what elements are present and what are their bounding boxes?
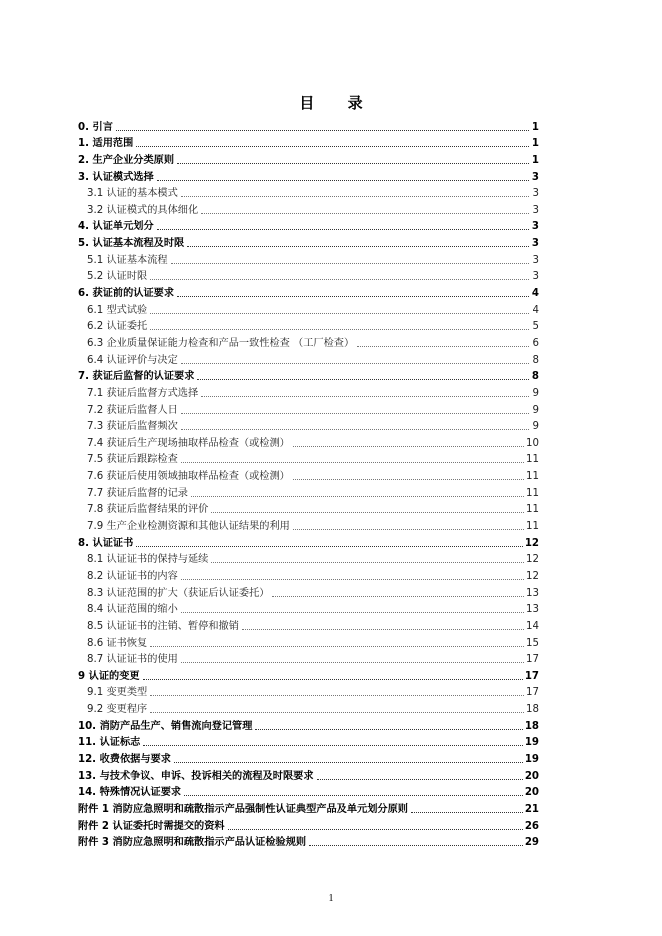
toc-entry[interactable] xyxy=(78,167,539,184)
dot-leader xyxy=(177,162,529,164)
dot-leader xyxy=(181,661,524,663)
toc-entry-label: 7.1 获证后监督方式选择 xyxy=(87,387,199,399)
toc-entry[interactable] xyxy=(78,783,539,800)
dot-leader xyxy=(150,645,524,647)
toc-entry[interactable] xyxy=(78,417,539,434)
toc-entry-label: 2. 生产企业分类原则 xyxy=(78,154,175,166)
toc-entry[interactable] xyxy=(78,566,539,583)
dot-leader xyxy=(211,561,524,563)
dot-leader xyxy=(150,711,524,713)
toc-entry[interactable] xyxy=(78,816,539,833)
toc-entry-page: 20 xyxy=(524,770,539,782)
toc-entry-label: 10. 消防产品生产、销售流向登记管理 xyxy=(78,720,253,732)
dot-leader xyxy=(242,628,524,630)
toc-entry-label: 3.2 认证模式的具体细化 xyxy=(87,204,199,216)
toc-entry-page: 4 xyxy=(532,304,539,316)
dot-leader xyxy=(181,428,529,430)
dot-leader xyxy=(211,511,524,513)
toc-entry-page: 6 xyxy=(532,337,539,349)
toc-entry[interactable] xyxy=(78,233,539,250)
toc-entry[interactable] xyxy=(78,383,539,400)
toc-entry-label: 5.2 认证时限 xyxy=(87,271,148,283)
dot-leader xyxy=(181,362,529,364)
toc-entry-page: 13 xyxy=(526,604,539,616)
dot-leader xyxy=(177,295,529,297)
dot-leader xyxy=(255,728,522,730)
dot-leader xyxy=(181,578,524,580)
toc-entry-label: 11. 认证标志 xyxy=(78,737,141,749)
toc-entry-page: 5 xyxy=(532,321,539,333)
toc-entry[interactable] xyxy=(78,683,539,700)
toc-entry-label: 13. 与技术争议、申诉、投诉相关的流程及时限要求 xyxy=(78,770,314,782)
toc-entry[interactable] xyxy=(78,583,539,600)
toc-entry[interactable] xyxy=(78,516,539,533)
dot-leader xyxy=(174,761,523,763)
toc-entry-page: 13 xyxy=(526,587,539,599)
toc-entry-label: 附件 3 消防应急照明和疏散指示产品认证检验规则 xyxy=(78,837,307,849)
dot-leader xyxy=(191,495,524,497)
toc-entry[interactable] xyxy=(78,217,539,234)
toc-entry-label: 6.2 认证委托 xyxy=(87,321,148,333)
dot-leader xyxy=(357,345,529,347)
toc-entry[interactable] xyxy=(78,766,539,783)
dot-leader xyxy=(293,445,524,447)
toc-entry[interactable] xyxy=(78,666,539,683)
toc-entry-label: 4. 认证单元划分 xyxy=(78,221,154,233)
toc-entry-label: 附件 2 认证委托时需提交的资料 xyxy=(78,820,225,832)
toc-entry-label: 7.6 获证后使用领域抽取样品检查（或检测） xyxy=(87,471,290,483)
toc-entry[interactable] xyxy=(78,716,539,733)
toc-entry[interactable] xyxy=(78,650,539,667)
toc-entry-page: 10 xyxy=(526,437,539,449)
toc-entry-label: 6.4 认证评价与决定 xyxy=(87,354,178,366)
toc-entry[interactable] xyxy=(78,699,539,716)
toc-entry-page: 19 xyxy=(524,737,539,749)
dot-leader xyxy=(116,129,529,131)
toc-entry[interactable] xyxy=(78,184,539,201)
toc-entry-page: 3 xyxy=(532,188,539,200)
toc-entry-page: 1 xyxy=(531,121,539,133)
dot-leader xyxy=(293,528,524,530)
toc-entry-page: 17 xyxy=(524,670,539,682)
toc-entry-label: 9.2 变更程序 xyxy=(87,704,148,716)
toc-entry[interactable] xyxy=(78,433,539,450)
toc-entry-label: 8.5 认证证书的注销、暂停和撤销 xyxy=(87,620,239,632)
dot-leader xyxy=(228,828,523,830)
toc-entry-page: 17 xyxy=(526,654,539,666)
toc-entry-label: 7. 获证后监督的认证要求 xyxy=(78,371,195,383)
toc-entry-page: 15 xyxy=(526,637,539,649)
dot-leader xyxy=(157,179,529,181)
toc-entry-label: 1. 适用范围 xyxy=(78,138,134,150)
toc-entry-label: 6.1 型式试验 xyxy=(87,304,148,316)
toc-entry-page: 3 xyxy=(532,254,539,266)
toc-entry[interactable] xyxy=(78,600,539,617)
toc-entry-page: 17 xyxy=(526,687,539,699)
toc-entry[interactable] xyxy=(78,733,539,750)
dot-leader xyxy=(184,794,523,796)
toc-entry-page: 9 xyxy=(532,387,539,399)
toc-entry[interactable] xyxy=(78,533,539,550)
toc-entry-page: 3 xyxy=(531,171,539,183)
dot-leader xyxy=(136,145,529,147)
toc-entry-label: 14. 特殊情况认证要求 xyxy=(78,787,182,799)
page-title: 目 录 xyxy=(299,94,377,112)
toc-entry[interactable] xyxy=(78,350,539,367)
dot-leader xyxy=(272,595,524,597)
dot-leader xyxy=(136,545,523,547)
dot-leader xyxy=(150,278,529,280)
toc-entry[interactable] xyxy=(78,400,539,417)
dot-leader xyxy=(187,245,529,247)
toc-entry-page: 12 xyxy=(524,537,539,549)
toc-entry-label: 附件 1 消防应急照明和疏散指示产品强制性认证典型产品及单元划分原则 xyxy=(78,803,408,815)
toc-entry[interactable] xyxy=(78,200,539,217)
toc-entry[interactable] xyxy=(78,450,539,467)
toc-entry[interactable] xyxy=(78,267,539,284)
toc-entry-page: 26 xyxy=(524,820,539,832)
dot-leader xyxy=(181,195,529,197)
toc-entry-label: 0. 引言 xyxy=(78,121,113,133)
dot-leader xyxy=(181,611,524,613)
toc-entry[interactable] xyxy=(78,317,539,334)
toc-entry[interactable] xyxy=(78,483,539,500)
toc-entry-page: 12 xyxy=(526,554,539,566)
toc-entry[interactable] xyxy=(78,134,539,151)
toc-entry-page: 8 xyxy=(531,371,539,383)
toc-entry-label: 8.1 认证证书的保持与延续 xyxy=(87,554,209,566)
toc-entry-page: 14 xyxy=(526,620,539,632)
toc-entry[interactable] xyxy=(78,333,539,350)
toc-entry-page: 19 xyxy=(524,753,539,765)
dot-leader xyxy=(150,694,524,696)
dot-leader xyxy=(197,378,529,380)
toc-entry-label: 9 认证的变更 xyxy=(78,670,140,682)
toc-entry-label: 3. 认证模式选择 xyxy=(78,171,154,183)
toc-entry-label: 12. 收费依据与要求 xyxy=(78,753,171,765)
toc-entry-page: 20 xyxy=(524,787,539,799)
dot-leader xyxy=(317,778,523,780)
toc-entry[interactable] xyxy=(78,150,539,167)
dot-leader xyxy=(143,678,523,680)
toc-entry-page: 11 xyxy=(526,471,539,483)
table-of-contents xyxy=(78,117,539,849)
toc-entry[interactable] xyxy=(78,616,539,633)
dot-leader xyxy=(309,844,523,846)
toc-entry-page: 4 xyxy=(531,288,539,300)
toc-entry-page: 12 xyxy=(526,570,539,582)
toc-entry[interactable] xyxy=(78,799,539,816)
toc-entry-page: 3 xyxy=(532,271,539,283)
toc-entry-label: 7.8 获证后监督结果的评价 xyxy=(87,504,209,516)
toc-entry-page: 29 xyxy=(524,837,539,849)
dot-leader xyxy=(143,744,522,746)
toc-entry[interactable] xyxy=(78,833,539,850)
dot-leader xyxy=(411,811,523,813)
toc-entry-label: 3.1 认证的基本模式 xyxy=(87,188,178,200)
dot-leader xyxy=(293,478,524,480)
dot-leader xyxy=(201,395,529,397)
toc-entry[interactable] xyxy=(78,550,539,567)
toc-entry-label: 8.6 证书恢复 xyxy=(87,637,148,649)
dot-leader xyxy=(181,461,524,463)
toc-entry[interactable] xyxy=(78,250,539,267)
toc-entry-page: 18 xyxy=(524,720,539,732)
dot-leader xyxy=(201,212,529,214)
toc-entry-label: 5. 认证基本流程及时限 xyxy=(78,238,185,250)
toc-entry[interactable] xyxy=(78,466,539,483)
toc-entry-page: 1 xyxy=(531,154,539,166)
toc-entry-label: 7.2 获证后监督人日 xyxy=(87,404,178,416)
toc-entry-label: 7.5 获证后跟踪检查 xyxy=(87,454,178,466)
toc-entry[interactable] xyxy=(78,367,539,384)
toc-entry-label: 7.7 获证后监督的记录 xyxy=(87,487,188,499)
toc-entry-page: 18 xyxy=(526,704,539,716)
toc-entry-label: 9.1 变更类型 xyxy=(87,687,148,699)
toc-entry-label: 8. 认证证书 xyxy=(78,537,134,549)
toc-entry-page: 9 xyxy=(532,421,539,433)
page-number: 1 xyxy=(328,893,334,904)
toc-entry-page: 3 xyxy=(531,238,539,250)
toc-entry[interactable] xyxy=(78,283,539,300)
toc-entry-page: 11 xyxy=(526,454,539,466)
toc-entry-page: 21 xyxy=(524,803,539,815)
toc-entry[interactable] xyxy=(78,500,539,517)
toc-entry-label: 8.7 认证证书的使用 xyxy=(87,654,178,666)
toc-entry-page: 9 xyxy=(532,404,539,416)
dot-leader xyxy=(181,412,529,414)
toc-entry-page: 3 xyxy=(531,221,539,233)
toc-entry-label: 7.4 获证后生产现场抽取样品检查（或检测） xyxy=(87,437,290,449)
toc-entry[interactable] xyxy=(78,633,539,650)
dot-leader xyxy=(150,328,529,330)
dot-leader xyxy=(150,312,529,314)
toc-entry[interactable] xyxy=(78,300,539,317)
toc-entry-page: 8 xyxy=(532,354,539,366)
toc-entry-label: 5.1 认证基本流程 xyxy=(87,254,168,266)
dot-leader xyxy=(157,228,529,230)
toc-entry-page: 11 xyxy=(526,487,539,499)
toc-entry[interactable] xyxy=(78,117,539,134)
toc-entry-page: 1 xyxy=(531,138,539,150)
toc-entry-page: 11 xyxy=(526,504,539,516)
toc-entry-label: 7.9 生产企业检测资源和其他认证结果的利用 xyxy=(87,521,290,533)
toc-entry-label: 8.3 认证范围的扩大（获证后认证委托） xyxy=(87,587,270,599)
toc-entry-label: 6.3 企业质量保证能力检查和产品一致性检查 （工厂检查） xyxy=(87,337,355,349)
dot-leader xyxy=(171,262,529,264)
toc-entry[interactable] xyxy=(78,749,539,766)
toc-entry-label: 8.2 认证证书的内容 xyxy=(87,570,178,582)
toc-entry-label: 6. 获证前的认证要求 xyxy=(78,288,175,300)
toc-entry-label: 7.3 获证后监督频次 xyxy=(87,421,178,433)
toc-entry-label: 8.4 认证范围的缩小 xyxy=(87,604,178,616)
toc-entry-page: 3 xyxy=(532,204,539,216)
toc-entry-page: 11 xyxy=(526,521,539,533)
